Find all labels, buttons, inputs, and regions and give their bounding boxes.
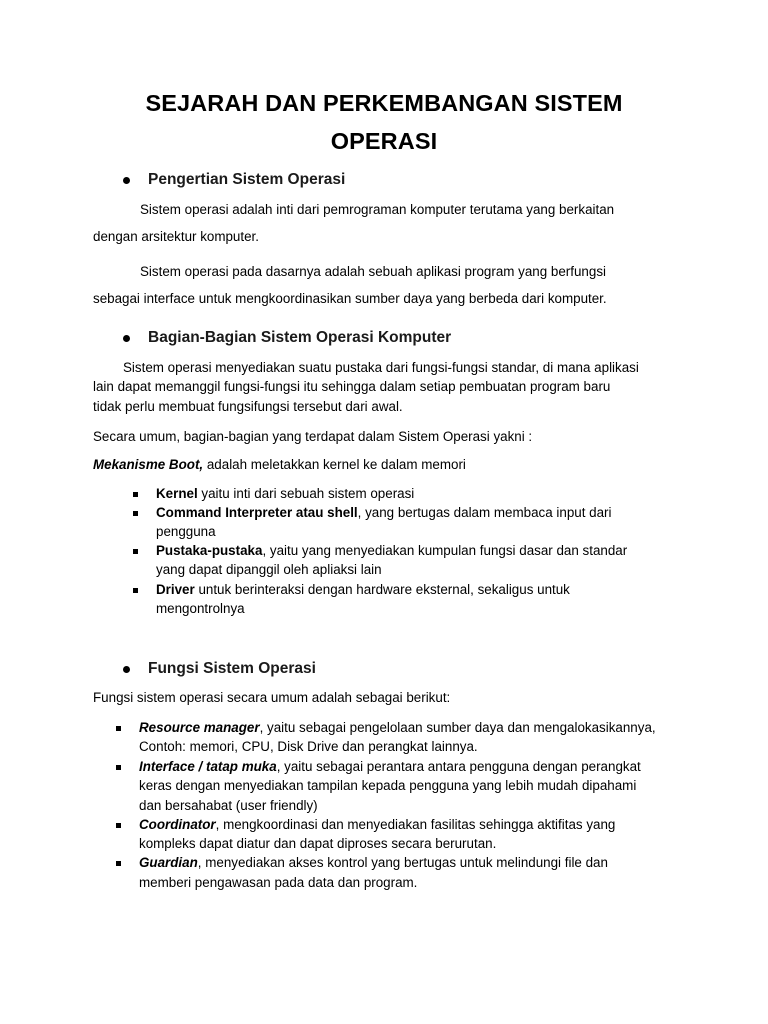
square-bullet-icon: [133, 511, 138, 516]
list-item: Driver untuk berinteraksi dengan hardware eksternal, sekaligus untuk: [156, 582, 570, 597]
paragraph-line: Sistem operasi adalah inti dari pemrograman komputer terutama yang berkaitan: [140, 202, 615, 217]
boot-line: [93, 457, 466, 472]
boot-desc: adalah meletakkan kernel ke dalam memori: [203, 457, 466, 472]
bullet-dot-icon: [123, 177, 130, 184]
list-item-continuation: keras dengan menyediakan tampilan kepada pengguna yang lebih mudah dipahami: [139, 778, 637, 793]
square-bullet-icon: [133, 588, 138, 593]
square-bullet-icon: [133, 549, 138, 554]
list-item: Command Interpreter atau shell, yang bertugas dalam membaca input dari: [156, 505, 612, 520]
list-item: Interface / tatap muka, yaitu sebagai perantara antara pengguna dengan perangkat: [139, 759, 641, 774]
list-item-continuation: yang dapat dipanggil oleh apliaksi lain: [156, 562, 382, 577]
paragraph-line: sebagai interface untuk mengkoordinasikan sumber daya yang berbeda dari komputer.: [93, 291, 607, 306]
page-title-line2: OPERASI: [330, 128, 438, 154]
list-item-continuation: Contoh: memori, CPU, Disk Drive dan perangkat lainnya.: [139, 739, 478, 754]
square-bullet-icon: [116, 823, 121, 828]
paragraph-line: Secara umum, bagian-bagian yang terdapat dalam Sistem Operasi yakni :: [93, 429, 533, 444]
boot-term: Mekanisme Boot,: [93, 457, 204, 472]
list-item: Guardian, menyediakan akses kontrol yang bertugas untuk melindungi file dan: [139, 855, 608, 870]
section-heading-fungsi: [148, 660, 316, 678]
section-heading-pengertian: [148, 171, 345, 189]
list-item: Pustaka-pustaka, yaitu yang menyediakan kumpulan fungsi dasar dan standar: [156, 543, 628, 558]
list-item: Coordinator, mengkoordinasi dan menyediakan fasilitas sehingga aktifitas yang: [139, 817, 616, 832]
paragraph-line: Sistem operasi pada dasarnya adalah sebuah aplikasi program yang berfungsi: [140, 264, 606, 279]
bullet-dot-icon: [123, 666, 130, 673]
section-heading-bagian: [148, 329, 451, 347]
list-item: Kernel yaitu inti dari sebuah sistem operasi: [156, 486, 415, 501]
square-bullet-icon: [116, 726, 121, 731]
paragraph-line: dengan arsitektur komputer.: [93, 229, 259, 244]
section-heading-text: Fungsi Sistem Operasi: [148, 660, 316, 677]
list-item-continuation: kompleks dapat diatur dan dapat diproses secara berurutan.: [139, 836, 497, 851]
section-heading-text: Pengertian Sistem Operasi: [148, 171, 346, 188]
paragraph-line: Fungsi sistem operasi secara umum adalah sebagai berikut:: [93, 690, 451, 705]
paragraph-line: lain dapat memanggil fungsi-fungsi itu sehingga dalam setiap pembuatan program baru: [93, 379, 611, 394]
list-item: Resource manager, yaitu sebagai pengelolaan sumber daya dan mengalokasikannya,: [139, 720, 656, 735]
bullet-dot-icon: [123, 335, 130, 342]
page-title-line1: SEJARAH DAN PERKEMBANGAN SISTEM: [145, 90, 623, 116]
square-bullet-icon: [116, 765, 121, 770]
paragraph-line: tidak perlu membuat fungsifungsi tersebut dari awal.: [93, 399, 403, 414]
square-bullet-icon: [133, 492, 138, 497]
paragraph-line: Sistem operasi menyediakan suatu pustaka dari fungsi-fungsi standar, di mana aplikasi: [123, 360, 639, 375]
square-bullet-icon: [116, 861, 121, 866]
section-heading-text: Bagian-Bagian Sistem Operasi Komputer: [148, 329, 452, 346]
list-item-continuation: pengguna: [156, 524, 216, 539]
list-item-continuation: memberi pengawasan pada data dan program.: [139, 875, 418, 890]
list-item-continuation: mengontrolnya: [156, 601, 245, 616]
list-item-continuation: dan bersahabat (user friendly): [139, 798, 318, 813]
